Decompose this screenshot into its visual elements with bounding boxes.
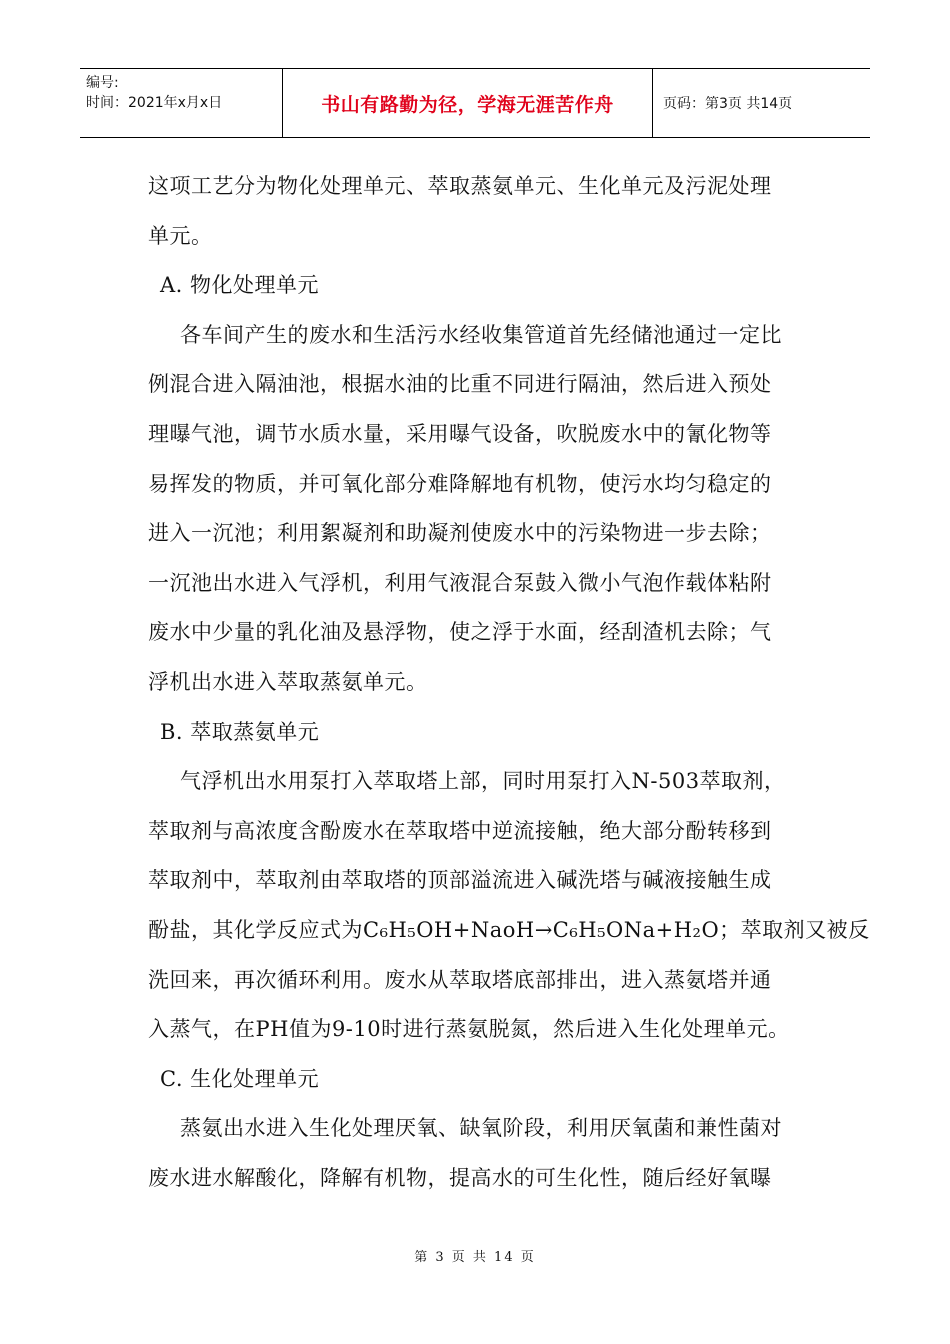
text-line: 各车间产生的废水和生活污水经收集管道首先经储池通过一定比 (180, 322, 782, 347)
header-motto: 书山有路勤为径，学海无涯苦作舟 (283, 69, 653, 137)
page-footer: 第 3 页 共 14 页 (414, 1250, 536, 1265)
section-heading-a: A. 物化处理单元 (160, 273, 320, 298)
text-line: 萃取剂与高浓度含酚废水在萃取塔中逆流接触，绝大部分酚转移到 (148, 818, 772, 843)
header-page-info: 页码：第3页 共14页 (663, 96, 793, 112)
text-line: 洗回来，再次循环利用。废水从萃取塔底部排出，进入蒸氨塔并通 (148, 967, 772, 992)
text-line: 气浮机出水用泵打入萃取塔上部，同时用泵打入N-503萃取剂， (180, 769, 786, 794)
text-line: 单元。 (148, 223, 213, 248)
section-heading-b: B. 萃取蒸氨单元 (160, 719, 320, 744)
document-body (148, 168, 870, 1209)
text-line: 萃取剂中，萃取剂由萃取塔的顶部溢流进入碱洗塔与碱液接触生成 (148, 868, 772, 893)
text-line: 理曝气池，调节水质水量，采用曝气设备，吹脱废水中的氰化物等 (148, 421, 772, 446)
section-heading-c: C. 生化处理单元 (160, 1066, 320, 1091)
text-line: 酚盐，其化学反应式为C₆H₅OH+NaoH→C₆H₅ONa+H₂O；萃取剂又被反 (148, 917, 870, 942)
text-line: 进入一沉池；利用絮凝剂和助凝剂使废水中的污染物进一步去除； (148, 521, 772, 546)
header-meta (80, 69, 283, 137)
number-label: 编号: (86, 75, 119, 91)
text-line: 废水进水解酸化，降解有机物，提高水的可生化性，随后经好氧曝 (148, 1165, 772, 1190)
text-line: 蒸氨出水进入生化处理厌氧、缺氧阶段，利用厌氧菌和兼性菌对 (180, 1116, 782, 1141)
text-line: 这项工艺分为物化处理单元、萃取蒸氨单元、生化单元及污泥处理 (148, 174, 772, 198)
text-line: 入蒸气，在PH值为9-10时进行蒸氨脱氮，然后进入生化处理单元。 (148, 1017, 790, 1042)
document-header (80, 68, 870, 138)
text-line: 废水中少量的乳化油及悬浮物，使之浮于水面，经刮渣机去除；气 (148, 620, 772, 645)
text-line: 易挥发的物质，并可氧化部分难降解地有机物，使污水均匀稳定的 (148, 471, 772, 496)
date-label: 时间：2021年x月x日 (86, 95, 223, 111)
text-line: 例混合进入隔油池，根据水油的比重不同进行隔油，然后进入预处 (148, 372, 772, 397)
text-line: 浮机出水进入萃取蒸氨单元。 (148, 669, 428, 694)
text-line: 一沉池出水进入气浮机，利用气液混合泵鼓入微小气泡作载体粘附 (148, 570, 772, 595)
